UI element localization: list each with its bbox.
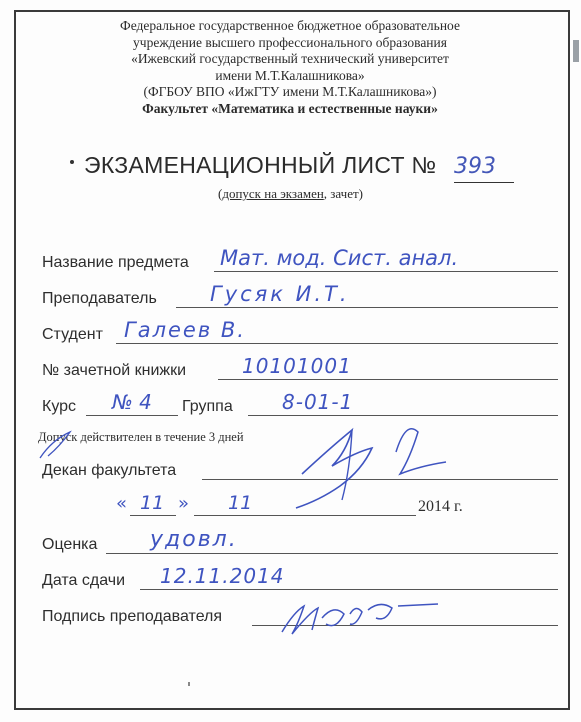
pass-date-row — [42, 566, 562, 592]
subject-row — [42, 248, 562, 274]
header-line-3: «Ижевский государственный технический университет — [131, 51, 449, 66]
teacher-label: Преподаватель — [42, 290, 157, 307]
sheet-number: 393 — [454, 154, 496, 179]
scan-speck — [188, 682, 190, 686]
header-line-2: учреждение высшего профессионального образования — [133, 34, 447, 50]
teacher-row — [42, 284, 562, 310]
header-line-5: (ФГБОУ ВПО «ИжГТУ имени М.Т.Калашникова») — [143, 84, 437, 99]
pass-date-line — [140, 589, 558, 590]
subtitle-rest: , зачет) — [323, 186, 363, 201]
sheet-number-line — [454, 182, 514, 183]
subject-label: Название предмета — [42, 254, 189, 271]
course-label: Курс — [42, 398, 77, 415]
frame-border-bottom — [14, 708, 570, 710]
record-book-line — [218, 379, 558, 380]
frame-border-top — [14, 10, 570, 12]
course-value: № 4 — [112, 390, 152, 414]
record-book-label: № зачетной книжки — [42, 362, 187, 379]
student-line — [116, 343, 558, 344]
grade-value: удовл. — [150, 527, 238, 552]
pass-date-label: Дата сдачи — [42, 572, 126, 589]
course-line — [86, 415, 178, 416]
header-line-4: имени М.Т.Калашникова» — [215, 67, 365, 83]
teacher-signature-label: Подпись преподавателя — [42, 608, 223, 625]
date-open-quote: « — [116, 493, 128, 514]
date-year: 2014 г. — [418, 498, 463, 515]
dean-line — [202, 479, 558, 480]
subtitle-admission: допуск на экзамен — [222, 186, 324, 201]
teacher-value: Гусяк И.Т. — [210, 282, 350, 306]
subtitle-open: ( — [217, 186, 223, 201]
edge-mark — [573, 40, 579, 62]
title-dot — [70, 160, 74, 164]
grade-line — [106, 553, 558, 554]
student-value: Галеев В. — [124, 318, 246, 342]
header-line-1: Федеральное государственное бюджетное образовательное — [120, 18, 460, 33]
date-close-quote: » — [178, 493, 190, 514]
student-row — [42, 320, 562, 346]
grade-row — [42, 527, 562, 556]
frame-border-right — [568, 10, 570, 710]
sheet-title — [70, 152, 540, 186]
date-day-line — [130, 515, 176, 516]
title-text: ЭКЗАМЕНАЦИОННЫЙ ЛИСТ № — [84, 152, 437, 178]
teacher-signature-line — [252, 625, 558, 626]
date-month: 11 — [228, 492, 253, 514]
student-label: Студент — [42, 326, 103, 343]
subject-line — [214, 271, 558, 272]
group-line — [248, 415, 558, 416]
record-book-row — [42, 356, 562, 382]
dean-row — [42, 456, 562, 482]
course-group-row — [42, 392, 562, 418]
faculty-name: Факультет «Математика и естественные науки» — [142, 100, 438, 116]
frame-border-left — [14, 10, 16, 710]
group-value: 8-01-1 — [282, 390, 354, 414]
institution-header — [30, 18, 550, 117]
date-day: 11 — [140, 492, 165, 514]
teacher-line — [176, 307, 558, 308]
date-month-line — [194, 515, 416, 516]
group-label: Группа — [182, 398, 233, 415]
admission-date-row — [110, 490, 510, 518]
validity-note: Допуск действителен в течение 3 дней — [38, 430, 244, 444]
teacher-signature-row — [42, 602, 562, 628]
record-book-value: 10101001 — [242, 354, 352, 378]
subject-value: Мат. мод. Сист. анал. — [220, 246, 459, 270]
sheet-subtitle — [0, 186, 581, 202]
dean-label: Декан факультета — [42, 462, 177, 479]
grade-label: Оценка — [42, 536, 98, 553]
pass-date-value: 12.11.2014 — [160, 564, 285, 588]
